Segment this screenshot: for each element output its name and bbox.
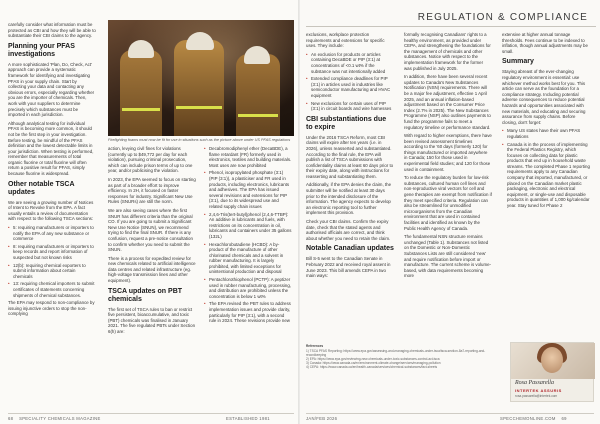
website[interactable]: SPECCHEMONLINE.COM xyxy=(500,416,556,421)
paragraph: We are seeing a growing number of Notices of Intent to Revoke from the EPA. A fact usually entails a review of documentation with respect to the following TSCA sections: xyxy=(8,199,94,222)
reflective-stripe xyxy=(176,106,222,109)
list-item: • 5: requiring manufacturers or importers to notify the EPA of any new substance or commerce xyxy=(8,225,96,242)
bullet-list xyxy=(8,225,96,298)
paragraph: The EPA may respond to non-compliance by issuing injunctive orders to stop the non-complying xyxy=(8,300,95,317)
right-column-3 xyxy=(502,32,590,211)
list-item: • New exclusions for certain uses of PIP (3:1) in circuit boards and wire harnesses xyxy=(306,101,394,112)
footer-date: JAN/FEB 2026 xyxy=(306,416,338,421)
bullet-list xyxy=(306,52,394,112)
firefighter-figure xyxy=(236,54,280,136)
intro-paragraph: carefully consider what information must be protected as CBI and how they will be able to substantiate their CBI claims to the agency. xyxy=(8,22,96,39)
paragraph: The first set of TSCA rules to ban or restrict five persistent, bioaccumulative, and toxic (PBT) chemicals was finalised in January 2021. The five regulated PBTs under Section 6(h) are: xyxy=(108,306,196,335)
heading-pbt: TSCA updates on PBT chemicals xyxy=(108,287,183,303)
footer-rule xyxy=(8,413,294,414)
paragraph: formally recognising Canadians' rights to a healthy environment, as provided under CEPA, and strengthening the foundations for the management of chemicals and other substances. Notice with respect to the implementation framework for the former was published in July 2025. xyxy=(404,32,491,71)
references xyxy=(306,344,502,369)
list-item: • 2,4,6-Tris(tert-butyl)phenol (2,4,6-TTBP): An additive in lubricants and fuels, with restrictions on its concentration in oil, lubricants and containers under 35 gallons (132L) xyxy=(204,212,292,240)
paragraph: We are also seeing cases where the first SNUR has different criteria than the original CO. If you are going to submit a Significant New Use Notice (SNUN), we recommend trying to find the final SNUR. If there is any confusion, request a pre-notice consultation to confirm whether you need to submit the SNUN. xyxy=(108,207,193,253)
footer-established: ESTABLISHED 1981 xyxy=(226,416,270,421)
reference-item[interactable]: 3) Canada: https://www.canada.ca/en/environment-climate-change/services/managing-pollution xyxy=(306,361,441,365)
list-item: • Phenol, isopropylated phosphate (3:1) (PIP (3:1)), a plasticiser and FR used in products, including electronics, lubricants and adhesives. The EPA has issued several revisions and extensions for PIP (3:1), due to its widespread use and related supply chain issues xyxy=(204,170,292,209)
reference-item[interactable]: 4) CEPA: https://www.canada.ca/en/health-canada/services/chemical-substances/fact-sheets xyxy=(306,365,438,369)
list-item: • Hexachlorobutadiene (HCBD): A by-product of the manufacture of other chlorinated chemicals and a solvent in rubber manufacturing. It is largely prohibited, with limited exceptions for unintentional production and disposal xyxy=(204,242,292,276)
footer-left xyxy=(8,416,101,421)
page-number: 69 xyxy=(561,416,567,421)
paragraph: Staying abreast of the ever-changing regulatory environment is essential: use whichever method works best for you. This article can serve as the foundation for a compliance strategy. Including potential adverse consequences to reduce potential hazards and opportunities associated with new materials, and educating and securing assurance from supply chains. Before closing, don't forget: xyxy=(502,69,586,125)
list-item: • Many US states have their own PFAS regulations xyxy=(502,128,590,139)
page-number: 68 xyxy=(8,416,14,421)
paragraph: With regard to higher exemptions, there have been revised assessment timelines according to the '60 days (formerly 120) for things manufactured or imported anywhere in Canada; 150 for those used in experimental field studies; and 120 for those used in containment. xyxy=(404,133,492,172)
list-item: • 13: requiring chemical importers to submit certificates of statements concerning shipments of chemical substances. xyxy=(8,281,96,298)
bullet-list xyxy=(204,146,292,324)
author-name: Rosa Passarella xyxy=(515,380,554,386)
paragraph: Check your CBI claims. Confirm the expiry date, check that the stated agents and authorised officials are correct, and think about whether you need to retain the claim. xyxy=(306,219,391,241)
firefighter-figure xyxy=(120,50,162,136)
right-column-2 xyxy=(404,32,492,282)
references-title: References xyxy=(306,344,324,348)
reference-item[interactable]: 2) EPA: https://www.epa.gov/reviewing-new-chemicals-under-toxic-substances-control-act-tsca xyxy=(306,357,440,361)
author-email[interactable]: rosa.passarella@intertek.com xyxy=(515,394,558,398)
heading-summary: Summary xyxy=(502,58,534,66)
list-item: • 12(b): requiring chemical exporters to submit information about certain chemicals xyxy=(8,263,96,280)
list-item: • 8: requiring manufacturers or importers to keep records and report information of suspected but not known risks xyxy=(8,244,96,261)
heading-canada: Notable Canadian updates xyxy=(306,245,394,253)
reference-item[interactable]: 1) TSCA PFAS Reporting: https://www.epa.gov/assessing-and-managing-chemicals-under-tsca/tsca-section-8a7-reporting-and-recordkeeping xyxy=(306,349,486,357)
heading-other-tsca: Other notable TSCA updates xyxy=(8,180,75,196)
right-column-1 xyxy=(306,32,394,282)
reflective-stripe xyxy=(122,108,160,111)
footer-rule xyxy=(306,413,594,414)
list-item: • Canada is in the process of implementing the Federal Plastics Registry, which focuses on collecting data for plastic products that end up in household waste streams. The completed Phase 1 reporting requirements apply to any Canadian company that imported, manufactured, or placed on the Canadian market plastic packaging, electronic and electrical equipment, or single-use and disposable products in quantities of 1,000 kg/calendar year. Stay tuned for Phase 2 xyxy=(502,142,590,209)
footer-right xyxy=(500,416,567,421)
paragraph: There is a process for expedited review for new chemicals related to artificial intelligence data centres and related infrastructure (eg. high-voltage transmission lines and other equipment). xyxy=(108,255,196,284)
paragraph: In 2023, the EPA seemed to focus on starting as part of a broader effort to improve efficiency. In 2H, it focused on faster responses for industry. Significant New Use Rules (SNURs) are still the norm. xyxy=(108,176,196,205)
list-item: • The EPA revised the PBT rules to address implementation issues and provide clarity, particularly for PIP (3:1), with a second rule in 2024. These revisions provide new xyxy=(204,301,292,323)
list-item: • Decabromodiphenyl ether (DecaBDE), a flame retardant (FR) formerly used in electronics, textiles and building materials. Most uses are now prohibited xyxy=(204,146,292,168)
section-title: REGULATION & COMPLIANCE xyxy=(417,12,588,23)
author-company: INTERTEK ASSURIS xyxy=(515,388,562,393)
magazine-title: SPECIALITY CHEMICALS MAGAZINE xyxy=(19,416,101,421)
paragraph: To reduce the regulatory burden for low-risk substances, cultured human cell lines and non-reproductive viral vectors for cell and gene therapies are exempt from notification if they meet specified criteria. Regulation can also be streamlined for unmodified microorganisms from the Canadian environment that are used in contained facilities and identified as known by the Public Health Agency of Canada. xyxy=(404,175,492,231)
left-column-2 xyxy=(108,146,196,338)
paragraph: In addition, there have been several recent updates to Canada's New Substances Notification (NSN) requirements. There will be a major fee adjustment, effective 1 April 2025, and an annual inflation-based adjustment based on the Consumer Price Index (2.7% in 2025). The New Substances Programme (NSP) also outlines payments to fund the programme fails to meet a regulatory timeline or performance standard. xyxy=(404,74,491,130)
paragraph: action, levying civil fines for violations (currently up to $49,772 per day for each violation), pursuing criminal prosecution, which can include prison terms of up to one year, and/or publicising the violation. xyxy=(108,146,193,174)
list-item: • Pentachlorothiophenol (PCTP): A peptizer used in rubber manufacturing, processing, and distribution are prohibited unless the concentration is below 1 wt% xyxy=(204,277,292,299)
bullet-list xyxy=(502,128,590,208)
left-column-1 xyxy=(8,22,96,320)
header-rule xyxy=(306,26,596,27)
paragraph: Additionally, if the EPA denies the claim, the submitter will be notified at least 30 days prior to the intended disclosure of the information. The agency expects to develop an electronic reporting tool to further implement this provision. xyxy=(306,182,392,216)
paragraph: The fundamental NSN structure remains unchanged (Table 1). Substances not listed on the Domestic or Non-Domestic Substances Lists are still considered 'new' and require notification before import or manufacture. The current scheme is volume-based, with data requirements becoming more xyxy=(404,234,492,279)
heading-planning: Planning your PFAS investigations xyxy=(8,42,75,58)
paragraph: extensive at higher annual tonnage thresholds. Fees continue to be indexed to inflation, though annual adjustments may be small. xyxy=(502,32,588,54)
firefighters-photo xyxy=(108,20,294,136)
left-column-3 xyxy=(204,146,292,326)
paragraph: Under the 2016 TSCA Reform, most CBI claims will expire after ten years (i.e. in 2026), unless reasserted and substantiated. According to the final rule, the EPA will publish a list of TSCA submissions with confidentiality claims at least 60 days prior to their expiry date, along with instructions for reasserting and substantiating them. xyxy=(306,134,394,179)
list-item: • An exclusion for products or articles containing DecaBDE or PIP (3:1) at concentrations of <0.1 wt% if the substance was not intentionally added xyxy=(306,52,394,74)
paragraph: Although analytical testing for individual PFAS is becoming more common, it should not be the first step in your investigation. Before testing, be mindful of the PFAS definition and the lowest detectable limits in your jurisdiction. When testing is performed, remember that measurements of total organic fluorine or total fluorine will often return a positive result for PFAS, simply because fluorine is widespread. xyxy=(8,120,94,177)
author-box xyxy=(510,342,594,402)
author-photo xyxy=(511,343,595,379)
firefighter-figure xyxy=(174,40,224,136)
author-face xyxy=(541,347,563,373)
paragraph: Bill S-5 went to the Canadian Senate in February 2022 and received royal assent in June 2023. This bill amends CEPA in two main ways: xyxy=(306,256,391,279)
reflective-stripe xyxy=(238,114,278,117)
paragraph: A more sophisticated 'Plan, Do, Check, Act' approach can provide a systematic framework for identifying and investigating PFAS in your supply chain. Start by collecting your data and contacting any obvious errors, especially regarding whether you are the importer of chemicals. Then, work with your suppliers to determine precisely which substances must be imported in each jurisdiction. xyxy=(8,61,95,118)
paragraph: exclusions, workplace protection requirements and extensions for specific uses. They include: xyxy=(306,32,385,49)
photo-caption: Firefighting foams must now be fit for use in situations such as the picture above under US PFAS regulations xyxy=(108,138,291,142)
heading-cbi: CBI substantiations due to expire xyxy=(306,115,387,131)
list-item: • Extended compliance deadlines for PIP (3:1) in articles used in industries like semiconductor manufacturing and HVAC equipment xyxy=(306,76,394,98)
